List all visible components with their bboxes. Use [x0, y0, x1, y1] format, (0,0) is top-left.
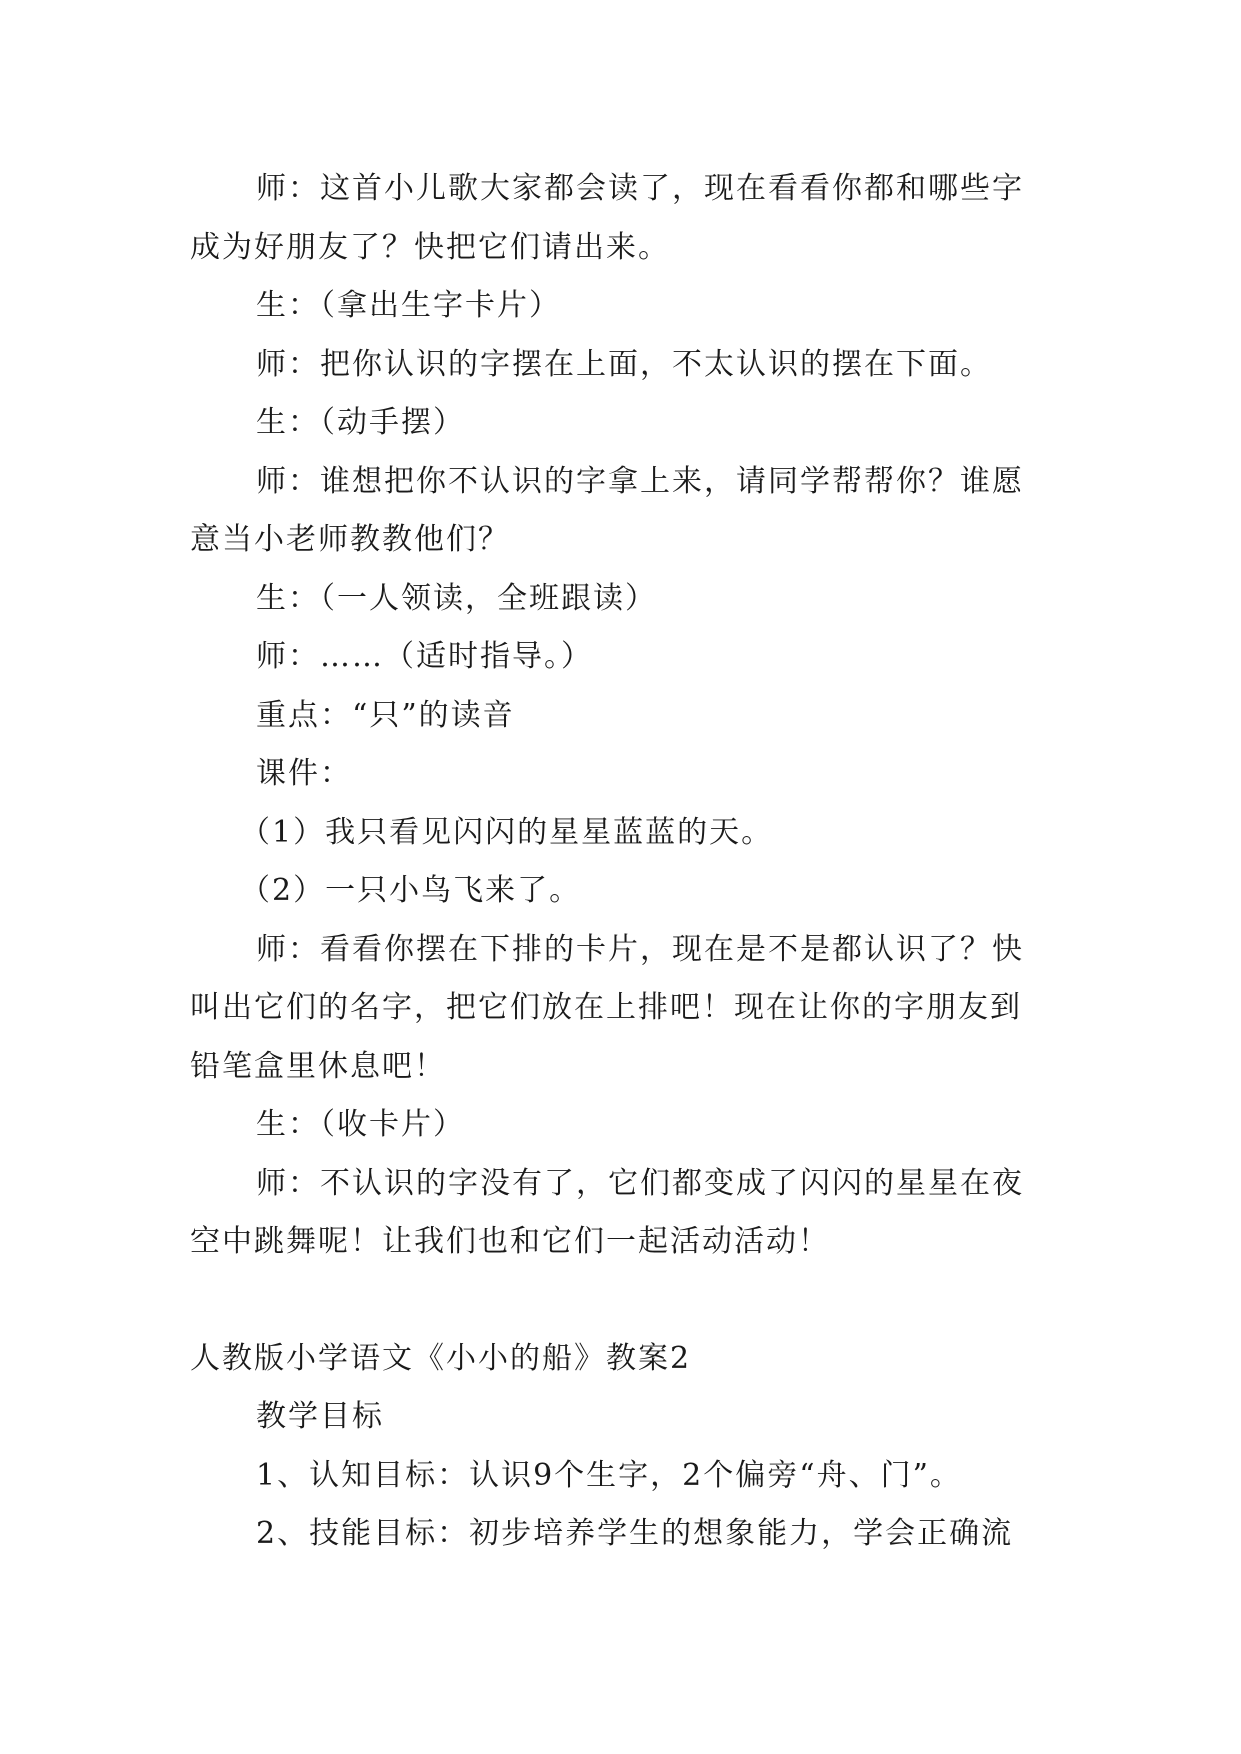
paragraph-line: 生：（拿出生字卡片） [256, 288, 561, 323]
list-item-line: （1）我只看见闪闪的星星蓝蓝的天。 [240, 814, 774, 850]
paragraph-line: 铅笔盒里休息吧！ [190, 1048, 446, 1084]
paragraph-line: 空中跳舞呢！让我们也和它们一起活动活动！ [190, 1224, 830, 1259]
paragraph-line: 意当小老师教教他们？ [190, 522, 510, 557]
paragraph-line: 师：不认识的字没有了，它们都变成了闪闪的星星在夜 [256, 1165, 1024, 1201]
paragraph-line: 师：把你认识的字摆在上面，不太认识的摆在下面。 [256, 346, 992, 382]
paragraph-line: 课件： [256, 756, 352, 791]
paragraph-line: 师：看看你摆在下排的卡片，现在是不是都认识了？快 [256, 931, 1024, 967]
paragraph-line: 成为好朋友了？快把它们请出来。 [190, 229, 670, 265]
section-spacer [190, 1272, 1060, 1330]
paragraph-line: 师：这首小儿歌大家都会读了，现在看看你都和哪些字 [256, 171, 1024, 206]
paragraph-line: 师：谁想把你不认识的字拿上来，请同学帮帮你？谁愿 [256, 463, 1024, 499]
document-page [190, 160, 1060, 1564]
section-title: 人教版小学语文《小小的船》教案2 [190, 1340, 692, 1376]
paragraph-line: 2、技能目标：初步培养学生的想象能力，学会正确流 [256, 1516, 1014, 1551]
paragraph-line: 叫出它们的名字，把它们放在上排吧！现在让你的字朋友到 [190, 990, 1022, 1025]
paragraph-line: 生：（一人领读，全班跟读） [256, 580, 657, 616]
paragraph-line: 重点：“只”的读音 [256, 697, 515, 733]
paragraph-line: 生：（收卡片） [256, 1107, 465, 1142]
paragraph-line: 师：……（适时指导。） [256, 639, 593, 674]
paragraph-line: 1、认知目标：认识9个生字，2个偏旁“舟、门”。 [256, 1457, 962, 1493]
paragraph-line: 教学目标 [256, 1399, 384, 1434]
paragraph-line: 生：（动手摆） [256, 405, 465, 440]
list-item-line: （2）一只小鸟飞来了。 [240, 873, 582, 908]
